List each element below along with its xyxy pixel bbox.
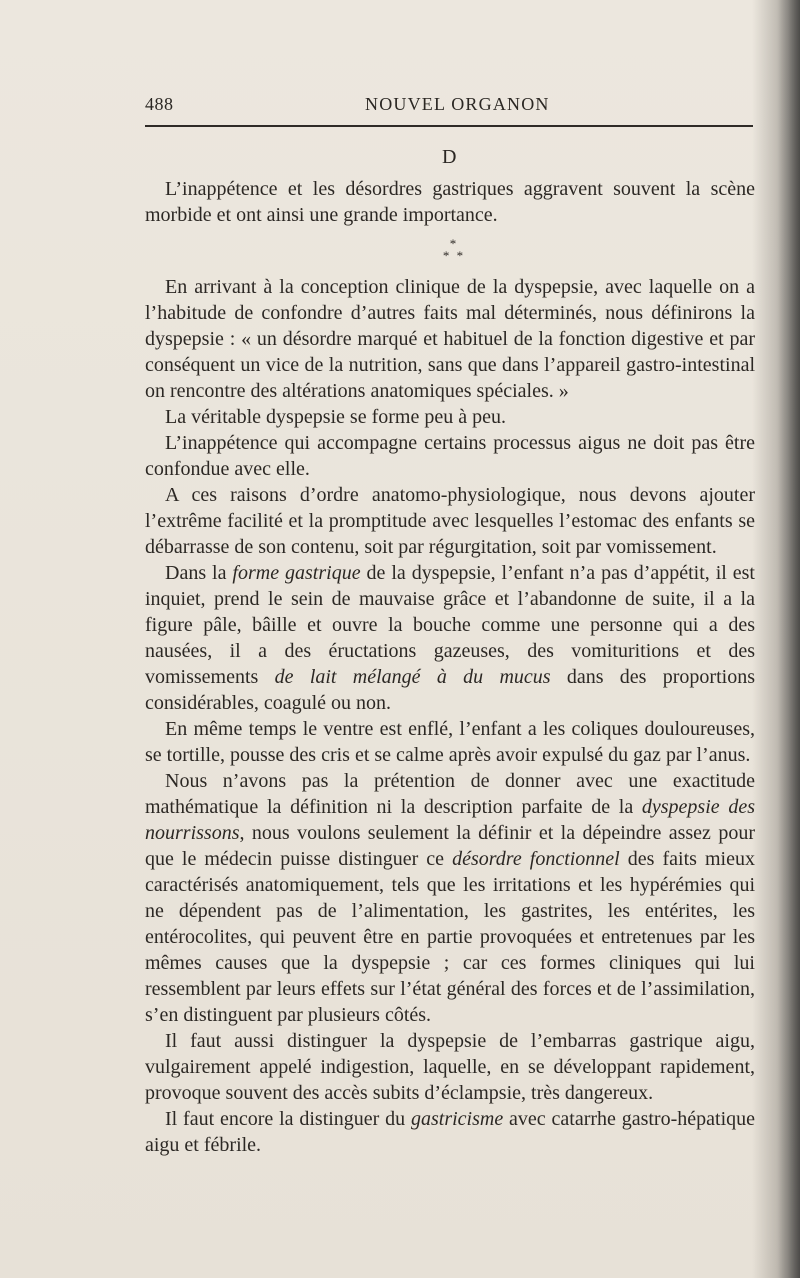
section-letter: D xyxy=(442,146,457,168)
paragraph-8-text-c: , nous voulons seulement la définir et la dépeindre assez pour que le médecin puisse distinguer ce xyxy=(145,822,755,870)
page-edge-shadow xyxy=(778,0,800,1278)
paragraph-6-italic-d: de lait mélangé à du mucus xyxy=(274,666,551,688)
paragraph-4: L’inappétence qui accompagne certains processus aigus ne doit pas être confondue avec elle. xyxy=(145,432,755,480)
paragraph-10 xyxy=(145,1106,755,1158)
paragraph-6-text-a: Dans la xyxy=(165,562,233,584)
paragraph-8-italic-b: dyspepsie des nourrissons xyxy=(145,796,755,844)
paragraph-6-text-e: dans des proportions considérables, coagulé ou non. xyxy=(145,666,755,714)
paragraph-8-text-a: Nous n’avons pas la prétention de donner avec une exactitude mathématique la définition ni la description parfaite de la xyxy=(145,770,755,818)
paragraph-10-italic-b: gastricisme xyxy=(411,1108,504,1130)
body-text xyxy=(145,176,755,1158)
header-divider xyxy=(145,125,753,127)
page-header xyxy=(145,94,754,126)
asterism-separator xyxy=(145,238,755,262)
paragraph-8 xyxy=(145,768,755,1028)
paragraph-2: En arrivant à la conception clinique de la dyspepsie, avec laquelle on a l’habitude de confondre d’autres faits mal déterminés, nous définirons la dyspepsie : « un désordre marqué et habituel de la fonction digestive et par conséquent un vice de la nutrition, sans que dans l’appareil gastro-intestinal on rencontre des altérations anatomiques spéciales. » xyxy=(145,276,755,402)
asterism-top: * xyxy=(449,236,459,251)
page-number: 488 xyxy=(145,94,174,114)
paragraph-6-italic-b: forme gastrique xyxy=(232,562,361,584)
asterism-bottom: * * xyxy=(442,248,466,263)
paragraph-6 xyxy=(145,560,755,716)
paragraph-6-text-c: de la dyspepsie, l’enfant n’a pas d’appétit, il est inquiet, prend le sein de mauvaise grâce et l’abandonne de suite, il a la figure pâle, bâille et ouvre la bouche comme une personne qui a des nausées, il a des éructations gazeuses, des vomituritions et des vomissements xyxy=(145,562,755,688)
paragraph-8-text-e: des faits mieux caractérisés anatomiquement, tels que les irritations et les hypérémies qui ne dépendent pas de l’alimentation, les gastrites, les entérites, les entérocolites, qui peuvent être en partie provoquées et entretenues par les mêmes causes que la dyspepsie ; car ces formes cliniques qui lui ressemblent par leurs effets sur l’état général des forces et de l’assimilation, s’en distinguent par plusieurs côtés. xyxy=(145,848,755,1026)
paragraph-8-italic-d: désordre fonctionnel xyxy=(452,848,620,870)
paragraph-5: A ces raisons d’ordre anatomo-physiologique, nous devons ajouter l’extrême facilité et la promptitude avec lesquelles l’estomac des enfants se débarrasse de son contenu, soit par régurgitation, soit par vomissement. xyxy=(145,484,755,558)
paragraph-10-text-a: Il faut encore la distinguer du xyxy=(165,1108,411,1130)
paragraph-1: L’inappétence et les désordres gastriques aggravent souvent la scène morbide et ont ainsi une grande importance. xyxy=(145,178,755,226)
paragraph-9: Il faut aussi distinguer la dyspepsie de l’embarras gastrique aigu, vulgairement appelé indigestion, laquelle, en se développant rapidement, provoque souvent des accès subits d’éclampsie, très dangereux. xyxy=(145,1030,755,1104)
running-title: NOUVEL ORGANON xyxy=(365,94,550,114)
paragraph-10-text-c: avec catarrhe gastro-hépatique aigu et fébrile. xyxy=(145,1108,755,1156)
paragraph-7: En même temps le ventre est enflé, l’enfant a les coliques douloureuses, se tortille, pousse des cris et se calme après avoir expulsé du gaz par l’anus. xyxy=(145,718,755,766)
paragraph-3: La véritable dyspepsie se forme peu à peu. xyxy=(165,406,506,428)
